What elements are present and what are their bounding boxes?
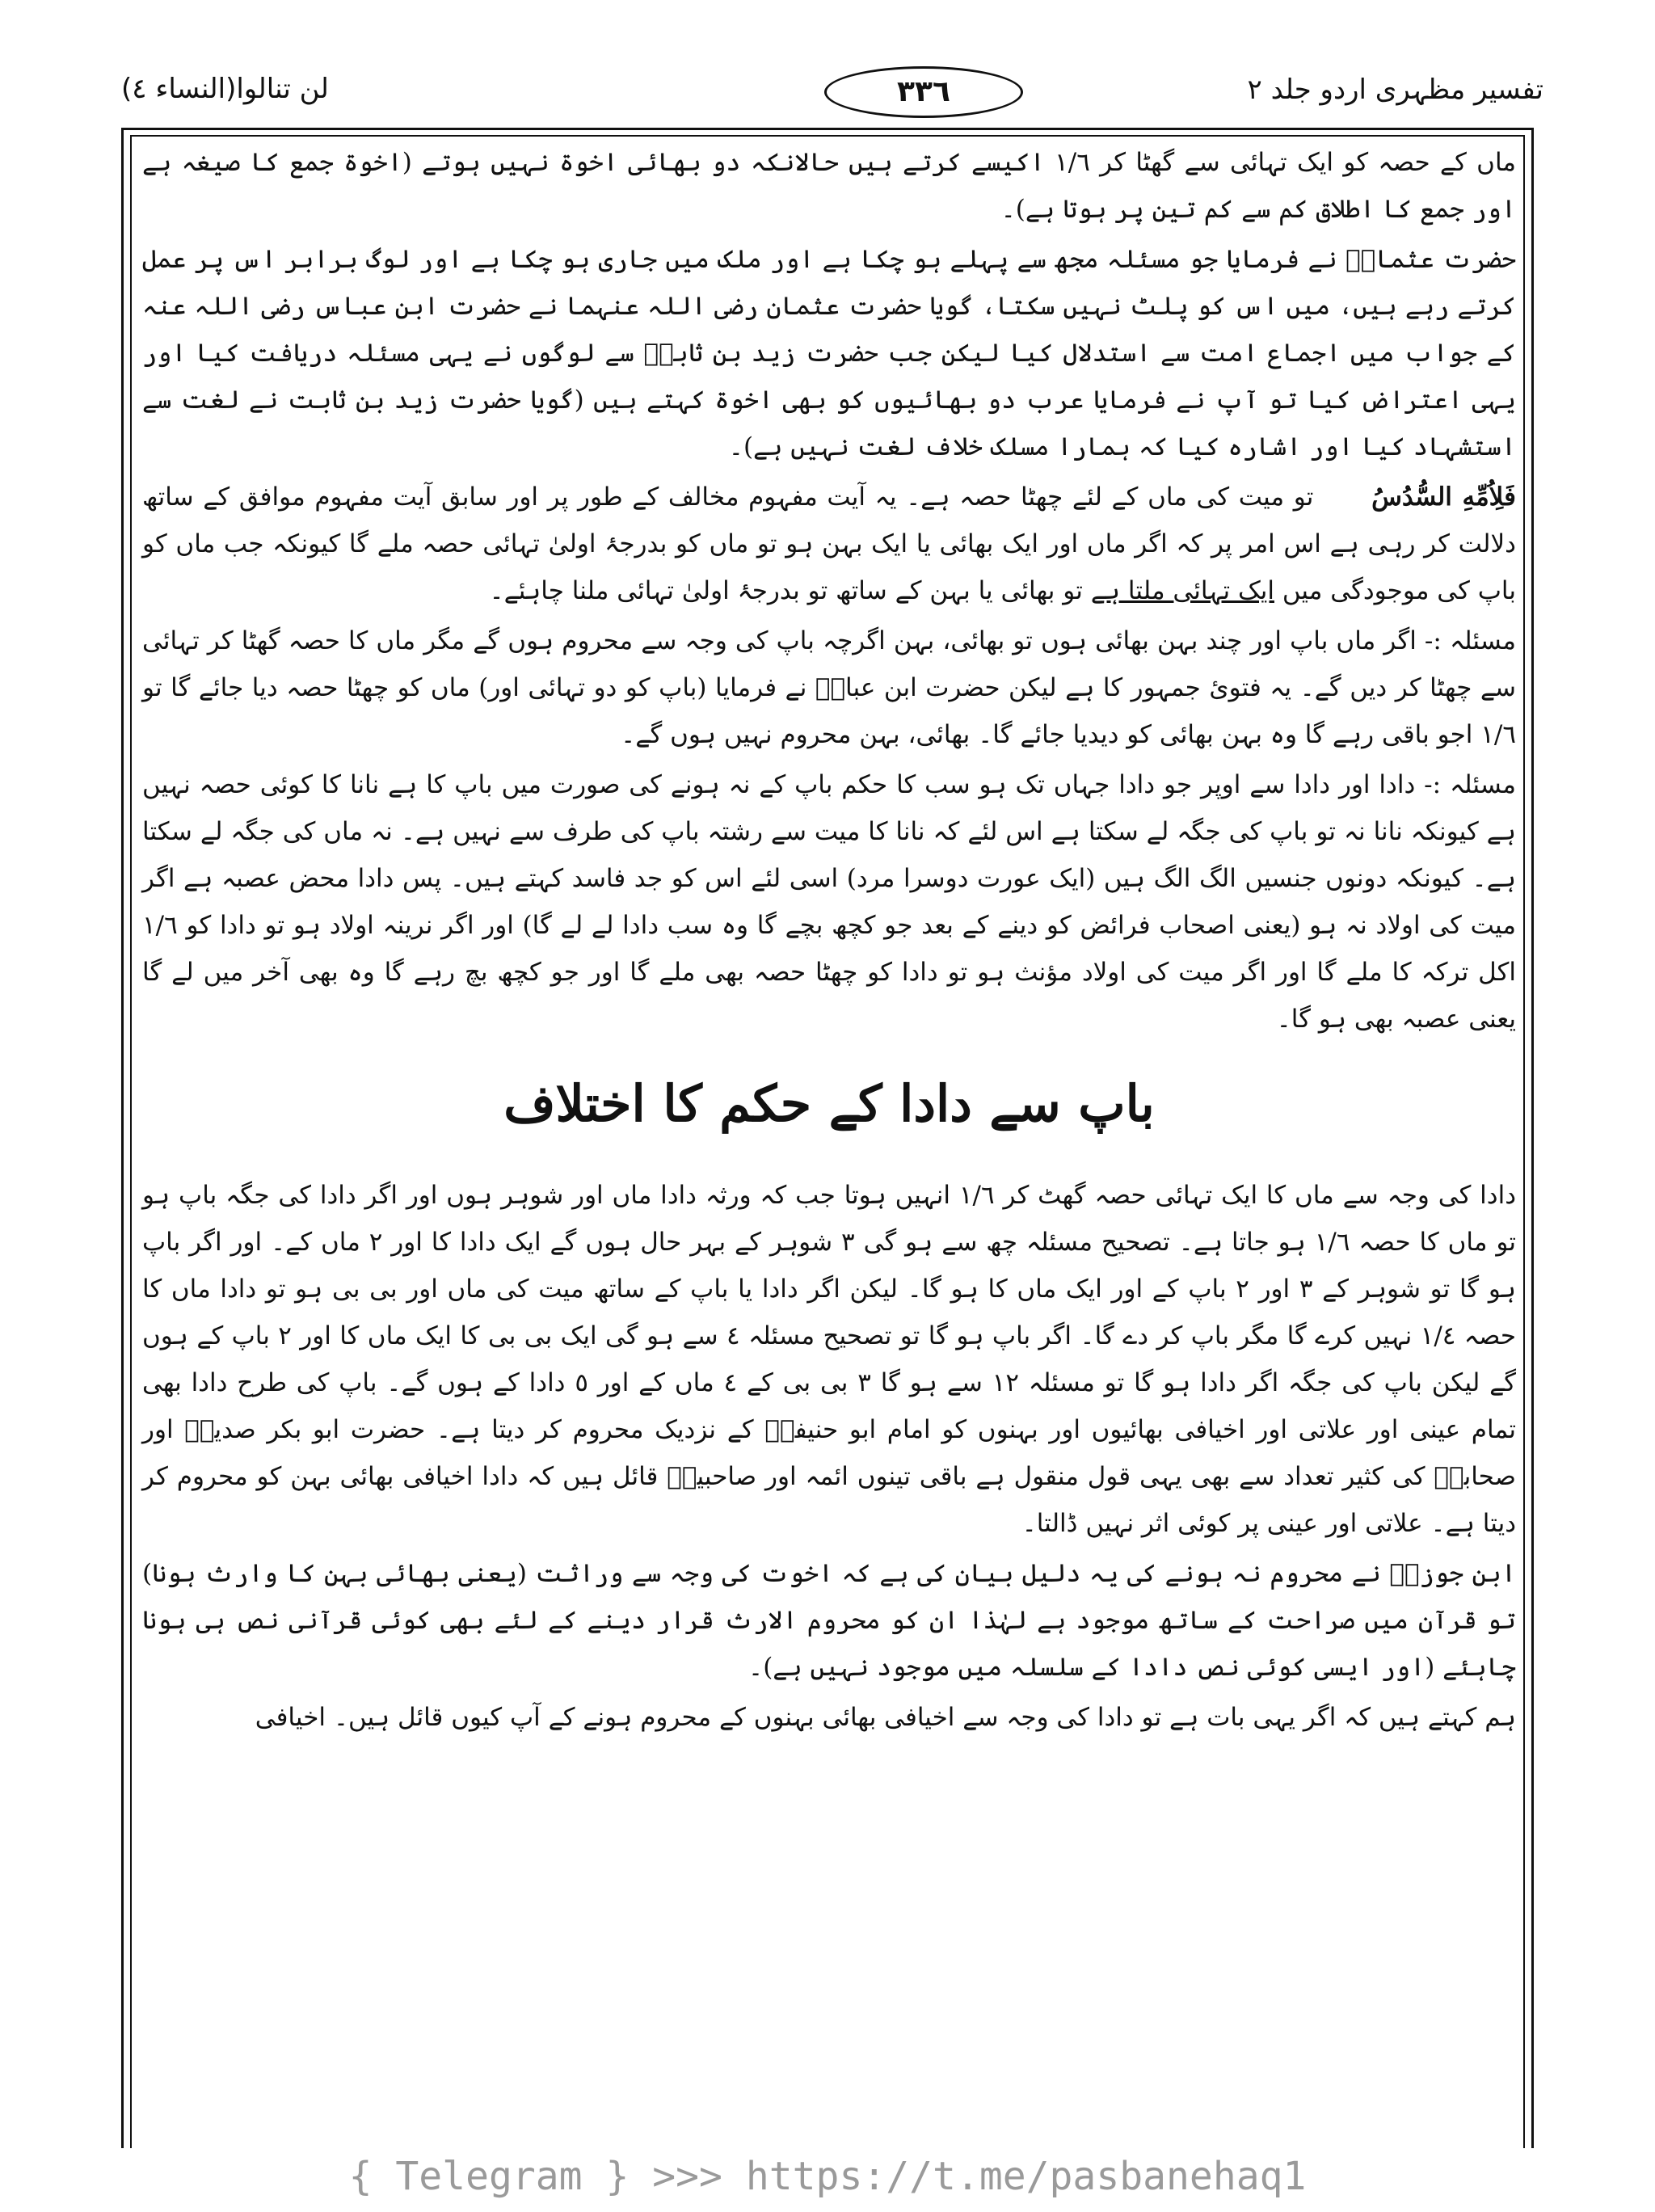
section-heading: باپ سے دادا کے حکم کا اختلاف (503, 1074, 1155, 1133)
paragraph-6: دادا کی وجہ سے ماں کا ایک تہائی حصہ گھٹ کر ١/٦ انہیں ہوتا جب کہ ورثہ دادا ماں اور شوہر ہوں اور اگر دادا کی جگہ باپ ہو تو ماں کا حصہ ١/٦ ہو جاتا ہے۔ تصحیح مسئلہ چھ سے ہو گی ٣ شوہر کے بہر حال ہوں گے ایک دادا کا اور ٢ ماں کے۔ اور اگر باپ ہو گا تو شوہر کے ٣ اور ٢ باپ کے اور ایک ماں کا ہو گا۔ لیکن اگر دادا یا باپ کے ساتھ میت کی ماں اور بی بی ہو تو دادا ماں کا حصہ ١/٤ نہیں کرے گا مگر باپ کر دے گا۔ اگر باپ ہو گا تو تصحیح مسئلہ ٤ سے ہو گی ایک بی بی کا ایک ماں کا اور ٢ باپ کے ہوں گے لیکن باپ کی جگہ اگر دادا ہو گا تو مسئلہ ١٢ سے ہو گا ٣ بی بی کے ٤ ماں کے اور ٥ دادا کے ہوں گے۔ باپ کی طرح دادا بھی تمام عینی اور علاتی اور اخیافی بھائیوں اور بہنوں کو امام ابو حنیفہؒ کے نزدیک محروم کر دیتا ہے۔ حضرت ابو بکر صدیقؓ اور صحابہؓ کی کثیر تعداد سے بھی یہی قول منقول ہے باقی تینوں ائمہ اور صاحبینؒ قائل ہیں کہ دادا اخیافی بھائی بہن کو محروم کر دیتا ہے۔ علاتی اور عینی پر کوئی اثر نہیں ڈالتا۔ (142, 1181, 1517, 1538)
paragraph-7: ابن جوزیؒ نے محروم نہ ہونے کی یہ دلیل بیان کی ہے کہ اخوت کی وجہ سے وراثت (یعنی بھائی بہن کا وارث ہونا) تو قرآن میں صراحت کے ساتھ موجود ہے لہٰذا ان کو محروم الارث قرار دینے کے لئے بھی کوئی قرآنی نص ہی ہونا چاہئے (اور ایسی کوئی نص دادا کے سلسلہ میں موجود نہیں ہے)۔ (142, 1559, 1516, 1682)
underlined-phrase: ایک تہائی ملتا ہے (1090, 576, 1274, 605)
paragraph-3 (142, 474, 1516, 614)
book-title: تفسیر مظہری اردو جلد ٢ (1247, 74, 1543, 106)
section-label: لن تنالوا(النساء ٤) (121, 73, 329, 105)
paragraph-4: مسئلہ :- اگر ماں باپ اور چند بہن بھائی ہوں تو بھائی، بہن اگرچہ باپ کی وجہ سے محروم ہوں گے مگر ماں کا حصہ گھٹا کر تہائی سے چھٹا کر دیں گے۔ یہ فتوئ جمہور کا ہے لیکن حضرت ابن عباسؓ نے فرمایا (باپ کو دو تہائی اور) ماں کو چھٹا حصہ دیا جائے گا تو ١/٦ اجو باقی رہے گا وہ بہن بھائی کو دیدیا جائے گا۔ بھائی، بہن محروم نہیں ہوں گے۔ (142, 626, 1516, 749)
paragraph-3-text: تو میت کی ماں کے لئے چھٹا حصہ ہے۔ یہ آیت مفہوم مخالف کے طور پر اور سابق آیت مفہوم موافق کے ساتھ دلالت کر رہی ہے اس امر پر کہ اگر ماں اور ایک بھائی یا ایک بہن ہو تو ماں کو بدرجۂ اولیٰ تہائی حصہ ملے گا کیونکہ جب ماں کو باپ کی موجودگی میں (142, 482, 1516, 605)
paragraph-8: ہم کہتے ہیں کہ اگر یہی بات ہے تو دادا کی وجہ سے اخیافی بھائی بہنوں کے محروم ہونے کے آپ کیوں قائل ہیں۔ اخیافی (255, 1703, 1516, 1732)
telegram-watermark: { Telegram } >>> https://t.me/pasbanehaq1 (348, 2154, 1307, 2199)
paragraph-5: مسئلہ :- دادا اور دادا سے اوپر جو دادا جہاں تک ہو سب کا حکم باپ کے نہ ہونے کی صورت میں باپ کا ہے نانا کا کوئی حصہ نہیں ہے کیونکہ نانا نہ تو باپ کی جگہ لے سکتا ہے اس لئے کہ نانا کا میت سے رشتہ باپ کی طرف سے نہیں ہے۔ نہ ماں کی جگہ لے سکتا ہے۔ کیونکہ دونوں جنسیں الگ الگ ہیں (ایک عورت دوسرا مرد) اسی لئے اس کو جد فاسد کہتے ہیں۔ پس دادا محض عصبہ ہے اگر میت کی اولاد نہ ہو (یعنی اصحاب فرائض کو دینے کے بعد جو کچھ بچے گا وہ سب دادا لے لے گا) اور اگر نرینہ اولاد ہو تو دادا کو ١/٦ اکل ترکہ کا ملے گا اور اگر میت کی اولاد مؤنث ہو تو دادا کو چھٹا حصہ بھی ملے گا اور جو کچھ بچ رہے گا وہ بھی آخر میں لے گا یعنی عصبہ بھی ہو گا۔ (142, 770, 1516, 1034)
page-number: ٣٣٦ (824, 66, 1023, 118)
paragraph-1: ماں کے حصہ کو ایک تہائی سے گھٹا کر ١/٦ اکیسے کرتے ہیں حالانکہ دو بھائی اخوۃ نہیں ہوتے (اخوۃ جمع کا صیغہ ہے اور جمع کا اطلاق کم سے کم تین پر ہوتا ہے)۔ (142, 148, 1516, 224)
paragraph-3-end: تو بھائی یا بہن کے ساتھ تو بدرجۂ اولیٰ تہائی ملنا چاہئے۔ (489, 576, 1083, 605)
quran-verse: فَلِاُمِّهِ السُّدُسُ (1371, 482, 1516, 512)
paragraph-2: حضرت عثمانؓ نے فرمایا جو مسئلہ مجھ سے پہلے ہو چکا ہے اور ملک میں جاری ہو چکا ہے اور لوگ برابر اس پر عمل کرتے رہے ہیں، میں اس کو پلٹ نہیں سکتا، گویا حضرت عثمان رضی اللہ عنہما نے حضرت ابن عباس رضی اللہ عنہ کے جواب میں اجماع امت سے استدلال کیا لیکن جب حضرت زید بن ثابتؓ سے لوگوں نے یہی مسئلہ دریافت کیا اور یہی اعتراض کیا تو آپ نے فرمایا عرب دو بھائیوں کو بھی اخوۃ کہتے ہیں (گویا حضرت زید بن ثابت نے لغت سے استشہاد کیا اور اشارہ کیا کہ ہمارا مسلک خلاف لغت نہیں ہے)۔ (142, 245, 1516, 461)
page-body (142, 139, 1516, 1744)
page-header (121, 73, 1655, 129)
